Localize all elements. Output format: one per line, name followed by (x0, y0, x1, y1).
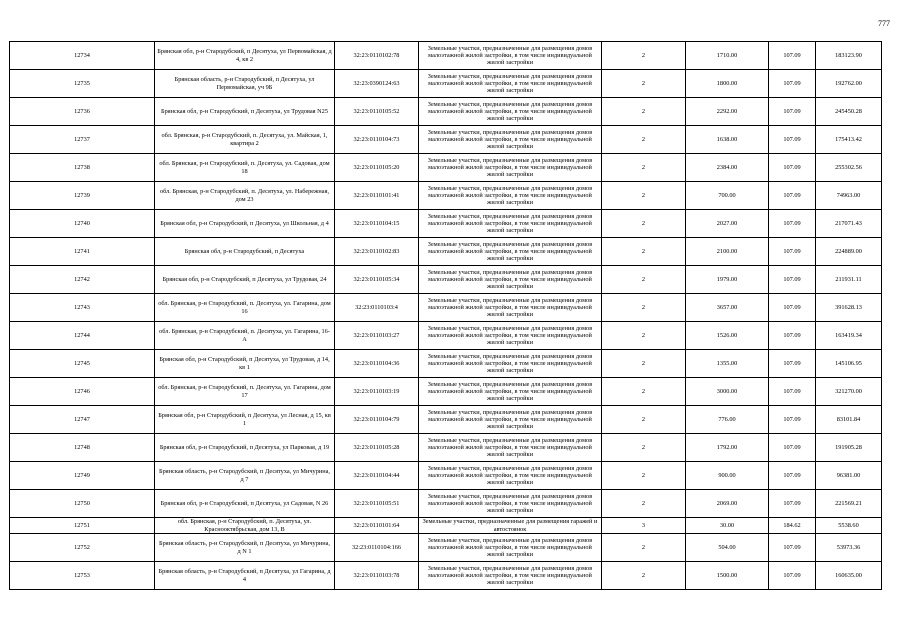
cell-area: 2100.00 (686, 238, 769, 266)
cell-specific-value: 107.09 (769, 266, 816, 294)
cell-address: обл. Брянская, р-н Стародубский, п. Десятуха, ул. Гагарина, дом 17 (155, 378, 335, 406)
cell-specific-value: 107.09 (769, 98, 816, 126)
cell-address: Брянская обл, р-н Стародубский, п Десятуха, ул Школьная, д 4 (155, 210, 335, 238)
cell-cadastral-value: 191905.28 (816, 434, 882, 462)
table-row (10, 98, 882, 126)
cell-land-purpose: Земельные участки, предназначенные для размещения домов малоэтажной жилой застройки, в том числе индивидуальной жилой застройки (419, 434, 602, 462)
cell-cadastral-number: 32:23:0110104:73 (335, 126, 419, 154)
cell-row-number: 12750 (10, 490, 155, 518)
cell-area: 3657.00 (686, 294, 769, 322)
cell-group: 2 (602, 210, 686, 238)
cell-row-number: 12743 (10, 294, 155, 322)
cell-specific-value: 107.09 (769, 182, 816, 210)
cell-address: Брянская обл, р-н Стародубский, п Десятуха, ул Первомайская, д 4, кв 2 (155, 42, 335, 70)
cell-cadastral-number: 32:23:0110105:20 (335, 154, 419, 182)
cell-address: Брянская область, р-н Стародубский, п Десятуха, ул Мичурина, д 7 (155, 462, 335, 490)
table-row (10, 378, 882, 406)
cell-land-purpose: Земельные участки, предназначенные для размещения домов малоэтажной жилой застройки, в том числе индивидуальной жилой застройки (419, 154, 602, 182)
table-row (10, 42, 882, 70)
cell-cadastral-number: 32:23:0110105:28 (335, 434, 419, 462)
cell-specific-value: 107.09 (769, 490, 816, 518)
cell-land-purpose: Земельные участки, предназначенные для размещения домов малоэтажной жилой застройки, в том числе индивидуальной жилой застройки (419, 378, 602, 406)
table-row (10, 70, 882, 98)
cell-land-purpose: Земельные участки, предназначенные для размещения домов малоэтажной жилой застройки, в том числе индивидуальной жилой застройки (419, 126, 602, 154)
cell-address: обл. Брянская, р-н Стародубский, п. Десятуха, ул. Майская, 1, квартира 2 (155, 126, 335, 154)
cell-cadastral-number: 32:23:0110104:79 (335, 406, 419, 434)
cell-row-number: 12737 (10, 126, 155, 154)
cell-address: Брянская область, р-н Стародубский, п Десятуха, ул Мичурина, д N 1 (155, 534, 335, 562)
cell-group: 2 (602, 434, 686, 462)
cell-row-number: 12745 (10, 350, 155, 378)
cell-group: 2 (602, 42, 686, 70)
cell-land-purpose: Земельные участки, предназначенные для размещения домов малоэтажной жилой застройки, в том числе индивидуальной жилой застройки (419, 534, 602, 562)
cell-cadastral-number: 32:23:0390124:63 (335, 70, 419, 98)
cell-land-purpose: Земельные участки, предназначенные для размещения домов малоэтажной жилой застройки, в том числе индивидуальной жилой застройки (419, 42, 602, 70)
cell-cadastral-value: 163419.34 (816, 322, 882, 350)
cell-cadastral-value: 217071.43 (816, 210, 882, 238)
cell-area: 1710.00 (686, 42, 769, 70)
cell-row-number: 12735 (10, 70, 155, 98)
cell-area: 700.00 (686, 182, 769, 210)
cell-cadastral-value: 175413.42 (816, 126, 882, 154)
cell-land-purpose: Земельные участки, предназначенные для размещения домов малоэтажной жилой застройки, в том числе индивидуальной жилой застройки (419, 322, 602, 350)
cell-cadastral-value: 221569.21 (816, 490, 882, 518)
cell-group: 2 (602, 266, 686, 294)
cell-specific-value: 107.09 (769, 42, 816, 70)
cell-cadastral-value: 391628.13 (816, 294, 882, 322)
table-row (10, 210, 882, 238)
table-row (10, 154, 882, 182)
table-row (10, 406, 882, 434)
cell-area: 2027.00 (686, 210, 769, 238)
cell-group: 2 (602, 154, 686, 182)
cell-address: обл. Брянская, р-н Стародубский, п. Десятуха, ул. Садовая, дом 18 (155, 154, 335, 182)
cell-specific-value: 107.09 (769, 154, 816, 182)
cell-cadastral-number: 32:23:0110103:19 (335, 378, 419, 406)
cell-area: 504.00 (686, 534, 769, 562)
cell-row-number: 12753 (10, 562, 155, 590)
cell-address: Брянская обл, р-н Стародубский, п Десятуха (155, 238, 335, 266)
cell-land-purpose: Земельные участки, предназначенные для размещения домов малоэтажной жилой застройки, в том числе индивидуальной жилой застройки (419, 406, 602, 434)
cell-specific-value: 107.09 (769, 350, 816, 378)
cell-area: 776.00 (686, 406, 769, 434)
cell-cadastral-number: 32:23:0110105:34 (335, 266, 419, 294)
cell-land-purpose: Земельные участки, предназначенные для размещения домов малоэтажной жилой застройки, в том числе индивидуальной жилой застройки (419, 70, 602, 98)
cell-row-number: 12740 (10, 210, 155, 238)
cell-group: 2 (602, 238, 686, 266)
cell-address: Брянская обл, р-н Стародубский, п Десятуха, ул Садовая, N 26 (155, 490, 335, 518)
cell-group: 2 (602, 70, 686, 98)
cell-address: Брянская обл, р-н Стародубский, п Десятуха, ул Парковая, д 19 (155, 434, 335, 462)
cell-row-number: 12738 (10, 154, 155, 182)
cell-address: Брянская обл, р-н Стародубский, п Десятуха, ул Трудовая, 24 (155, 266, 335, 294)
page-number: 777 (878, 19, 890, 28)
cell-group: 2 (602, 378, 686, 406)
cell-cadastral-value: 96381.00 (816, 462, 882, 490)
cell-area: 900.00 (686, 462, 769, 490)
cell-land-purpose: Земельные участки, предназначенные для размещения домов малоэтажной жилой застройки, в том числе индивидуальной жилой застройки (419, 266, 602, 294)
cell-address: Брянская обл, р-н Стародубский, п Десятуха, ул Трудовая, д 14, кв 1 (155, 350, 335, 378)
cell-area: 3000.00 (686, 378, 769, 406)
cell-area: 1638.00 (686, 126, 769, 154)
cell-land-purpose: Земельные участки, предназначенные для размещения домов малоэтажной жилой застройки, в том числе индивидуальной жилой застройки (419, 210, 602, 238)
cell-specific-value: 107.09 (769, 126, 816, 154)
cell-cadastral-number: 32:23:0110105:52 (335, 98, 419, 126)
table-row (10, 534, 882, 562)
cell-cadastral-number: 32:23:0110103:78 (335, 562, 419, 590)
cell-land-purpose: Земельные участки, предназначенные для размещения гаражей и автостоянок (419, 518, 602, 534)
cell-land-purpose: Земельные участки, предназначенные для размещения домов малоэтажной жилой застройки, в том числе индивидуальной жилой застройки (419, 350, 602, 378)
cell-cadastral-value: 183123.90 (816, 42, 882, 70)
table-row (10, 238, 882, 266)
table-row (10, 462, 882, 490)
cell-cadastral-value: 160635.00 (816, 562, 882, 590)
cell-row-number: 12746 (10, 378, 155, 406)
cell-cadastral-number: 32:23:0110104:36 (335, 350, 419, 378)
cell-land-purpose: Земельные участки, предназначенные для размещения домов малоэтажной жилой застройки, в том числе индивидуальной жилой застройки (419, 490, 602, 518)
cell-group: 2 (602, 462, 686, 490)
cell-address: Брянская область, р-н Стародубский, п Десятуха, ул Первомайская, уч 9Б (155, 70, 335, 98)
cell-row-number: 12748 (10, 434, 155, 462)
cell-land-purpose: Земельные участки, предназначенные для размещения домов малоэтажной жилой застройки, в том числе индивидуальной жилой застройки (419, 182, 602, 210)
cell-area: 1800.00 (686, 70, 769, 98)
cell-group: 2 (602, 126, 686, 154)
cell-address: обл. Брянская, р-н Стародубский, п. Десятуха, ул. Гагарина, 16-А (155, 322, 335, 350)
cell-area: 2384.00 (686, 154, 769, 182)
table-row (10, 434, 882, 462)
cell-specific-value: 107.09 (769, 406, 816, 434)
cell-specific-value: 107.09 (769, 562, 816, 590)
cell-specific-value: 107.09 (769, 378, 816, 406)
cell-cadastral-value: 192762.00 (816, 70, 882, 98)
cell-area: 2069.00 (686, 490, 769, 518)
cell-cadastral-number: 32:23:0110104:15 (335, 210, 419, 238)
table-row (10, 266, 882, 294)
cell-land-purpose: Земельные участки, предназначенные для размещения домов малоэтажной жилой застройки, в том числе индивидуальной жилой застройки (419, 462, 602, 490)
cell-cadastral-number: 32:23:0110103:27 (335, 322, 419, 350)
cell-specific-value: 107.09 (769, 70, 816, 98)
cell-row-number: 12736 (10, 98, 155, 126)
table-row (10, 562, 882, 590)
cell-group: 2 (602, 406, 686, 434)
cell-cadastral-value: 245450.28 (816, 98, 882, 126)
table-row (10, 294, 882, 322)
cell-specific-value: 107.09 (769, 294, 816, 322)
cell-row-number: 12742 (10, 266, 155, 294)
cell-row-number: 12741 (10, 238, 155, 266)
cell-row-number: 12744 (10, 322, 155, 350)
cell-address: Брянская обл, р-н Стародубский, п Десятуха, ул Трудовая N25 (155, 98, 335, 126)
cell-cadastral-value: 5538.60 (816, 518, 882, 534)
cell-area: 2292.00 (686, 98, 769, 126)
cell-group: 2 (602, 562, 686, 590)
cell-cadastral-value: 145106.95 (816, 350, 882, 378)
cell-specific-value: 107.09 (769, 534, 816, 562)
cell-group: 2 (602, 350, 686, 378)
cell-address: Брянская область, р-н Стародубский, п Десятуха, ул Гагарина, д 4 (155, 562, 335, 590)
cell-cadastral-number: 32:23:0110102:78 (335, 42, 419, 70)
table-row (10, 490, 882, 518)
cell-cadastral-value: 211931.11 (816, 266, 882, 294)
cell-cadastral-value: 255302.56 (816, 154, 882, 182)
cell-group: 2 (602, 98, 686, 126)
cell-specific-value: 107.09 (769, 322, 816, 350)
cell-row-number: 12752 (10, 534, 155, 562)
cell-area: 1500.00 (686, 562, 769, 590)
cell-cadastral-number: 32:23:0110104:44 (335, 462, 419, 490)
cell-cadastral-value: 83101.84 (816, 406, 882, 434)
cell-land-purpose: Земельные участки, предназначенные для размещения домов малоэтажной жилой застройки, в том числе индивидуальной жилой застройки (419, 294, 602, 322)
cell-group: 2 (602, 490, 686, 518)
cell-cadastral-number: 32:23:0110102:83 (335, 238, 419, 266)
cell-specific-value: 107.09 (769, 238, 816, 266)
cell-land-purpose: Земельные участки, предназначенные для размещения домов малоэтажной жилой застройки, в том числе индивидуальной жилой застройки (419, 98, 602, 126)
cell-group: 2 (602, 534, 686, 562)
table-row (10, 126, 882, 154)
table-row (10, 350, 882, 378)
cell-cadastral-number: 32:23:0110105:51 (335, 490, 419, 518)
cell-area: 1979.00 (686, 266, 769, 294)
cell-cadastral-number: 32:23:0110101:64 (335, 518, 419, 534)
cell-specific-value: 107.09 (769, 462, 816, 490)
cell-cadastral-value: 224889.00 (816, 238, 882, 266)
cell-area: 1355.00 (686, 350, 769, 378)
cell-specific-value: 107.09 (769, 434, 816, 462)
cell-cadastral-number: 32:23:0110104:166 (335, 534, 419, 562)
cell-group: 3 (602, 518, 686, 534)
land-registry-table (9, 41, 882, 590)
table-row (10, 322, 882, 350)
cell-row-number: 12734 (10, 42, 155, 70)
table-row (10, 518, 882, 534)
cell-land-purpose: Земельные участки, предназначенные для размещения домов малоэтажной жилой застройки, в том числе индивидуальной жилой застройки (419, 562, 602, 590)
cell-cadastral-value: 74963.00 (816, 182, 882, 210)
cell-specific-value: 107.09 (769, 210, 816, 238)
cell-cadastral-number: 32:23:0110103:4 (335, 294, 419, 322)
cell-area: 1792.00 (686, 434, 769, 462)
cell-cadastral-value: 53973.36 (816, 534, 882, 562)
cell-row-number: 12739 (10, 182, 155, 210)
cell-address: Брянская обл, р-н Стародубский, п Десятуха, ул Лесная, д 15, кв 1 (155, 406, 335, 434)
cell-area: 1526.00 (686, 322, 769, 350)
cell-address: обл. Брянская, р-н Стародубский, п. Десятуха, ул. Гагарина, дом 16 (155, 294, 335, 322)
cell-row-number: 12751 (10, 518, 155, 534)
cell-cadastral-value: 321270.00 (816, 378, 882, 406)
table-row (10, 182, 882, 210)
cell-specific-value: 184.62 (769, 518, 816, 534)
cell-area: 30.00 (686, 518, 769, 534)
cell-cadastral-number: 32:23:0110101:41 (335, 182, 419, 210)
cell-group: 2 (602, 182, 686, 210)
cell-address: обл. Брянская, р-н Стародубский, п. Десятуха, ул. Краснооктябрьская, дом 13, В (155, 518, 335, 534)
cell-row-number: 12747 (10, 406, 155, 434)
cell-row-number: 12749 (10, 462, 155, 490)
cell-land-purpose: Земельные участки, предназначенные для размещения домов малоэтажной жилой застройки, в том числе индивидуальной жилой застройки (419, 238, 602, 266)
cell-group: 2 (602, 322, 686, 350)
cell-address: обл. Брянская, р-н Стародубский, п. Десятуха, ул. Набережная, дом 23 (155, 182, 335, 210)
cell-group: 2 (602, 294, 686, 322)
table-body (10, 42, 882, 590)
